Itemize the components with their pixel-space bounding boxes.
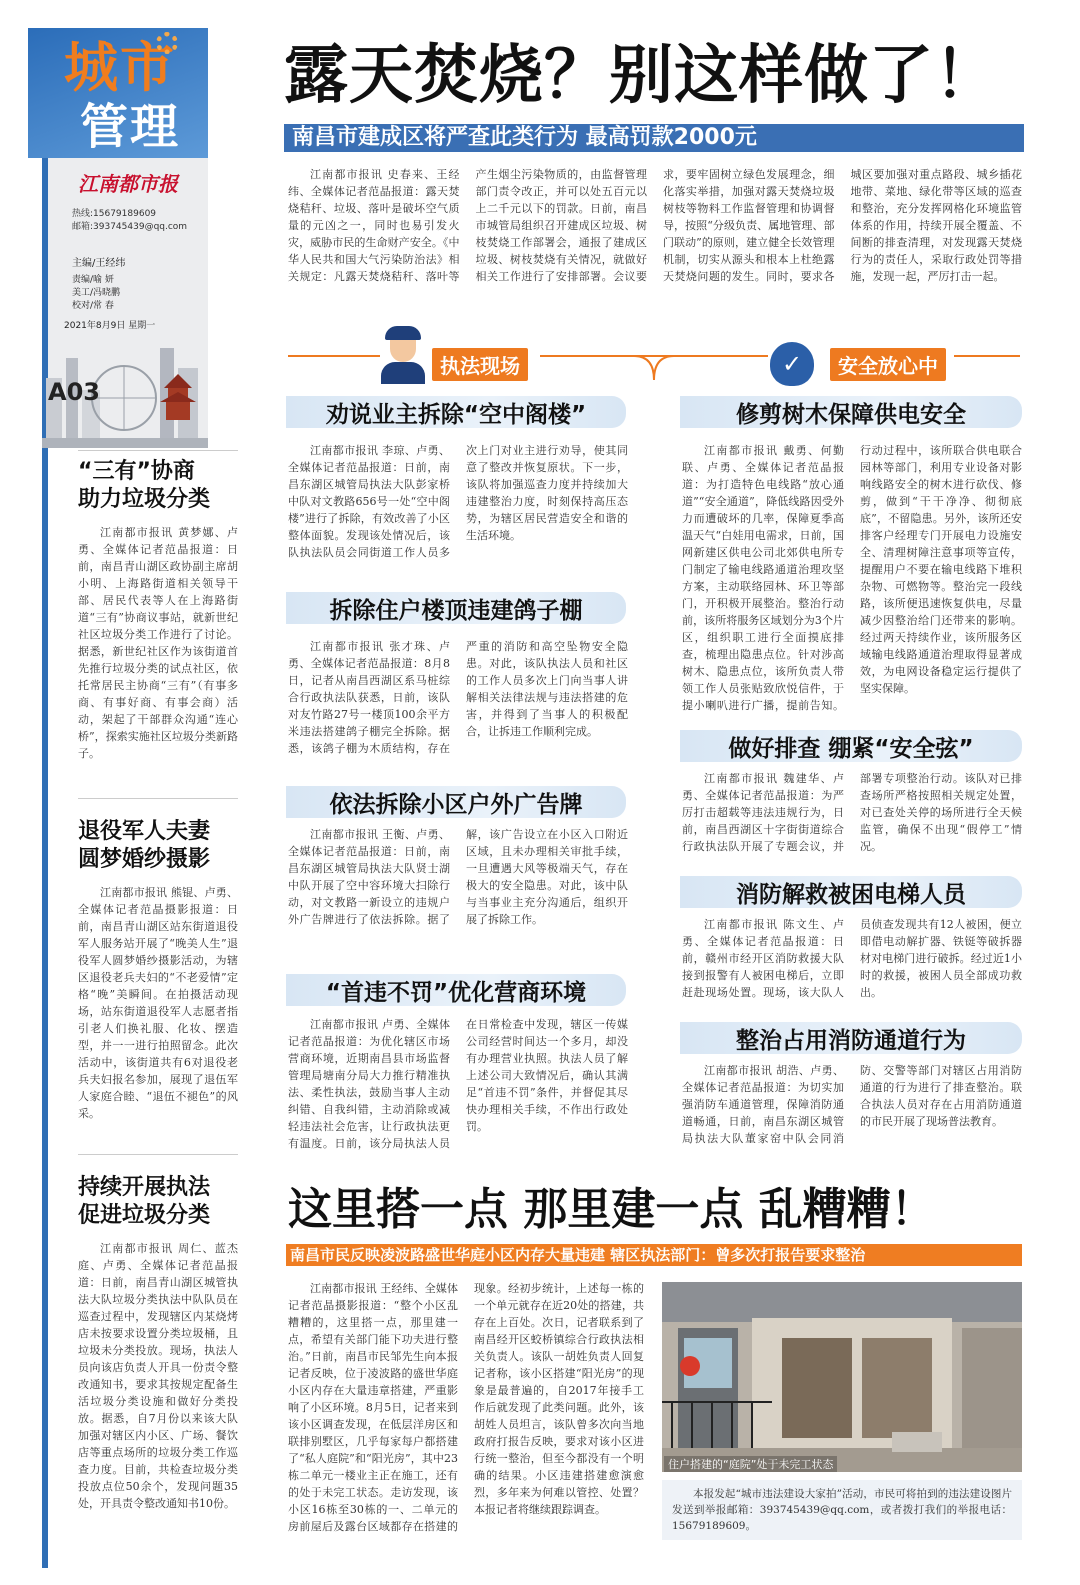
sidebar-3-title-line1: 持续开展执法 [78, 1175, 211, 1200]
sidebar-rule-2 [78, 798, 238, 799]
bottom-subhead: 南昌市民反映凌波路盛世华庭小区内存大量违建 辖区执法部门：曾多次打报告要求整治 [286, 1244, 1022, 1266]
issue-date: 2021年8月9日 星期一 [64, 321, 156, 331]
bottom-headline: 这里搭一点 那里建一点 乱糟糟！ [288, 1184, 935, 1235]
left-article-1-body [288, 442, 628, 580]
left-article-1-title: 劝说业主拆除“空中阁楼” [286, 396, 626, 428]
sidebar-2-text: 江南都市报讯 熊锟、卢勇、全媒体记者范晶摄影报道：日前，南昌青山湖区站东街道退役军人服务站开展了“晚美人生”退役军人圆梦婚纱摄影活动，为辖区退役老兵夫妇的“不老爱情”定格“晚”美瞬间。在拍摄活动现场，站东街道退役军人志愿者指引老人们换礼服、化妆、摆造型，并一一进行拍照留念。此次活动中，该街道共有6对退役老兵夫妇报名参加，展现了退伍军人家庭合睦、“退伍不褪色”的风采。 [78, 886, 238, 1120]
tag-safety: 安全放心中 [830, 348, 946, 381]
sidebar-3-title [78, 1174, 238, 1230]
sidebar-1-title-line2: 助力垃圾分类 [78, 487, 211, 512]
footer-note [662, 1480, 1022, 1540]
editor-chief: 主编/王经纬 [72, 258, 126, 269]
left-article-2-text: 江南都市报讯 张才珠、卢勇、全媒体记者范晶报道：8月8日，记者从南昌西湖区系马桩综合行政执法队获悉，日前，该队对友竹路27号一楼顶100余平方米违法搭建鸽子棚完全拆除。据悉，该鸽子棚为木质结构，存在严重的消防和高空坠物安全隐患。对此，该队执法人员和社区的工作人员多次上门向当事人讲解相关法律法规与违法搭建的危害，并得到了当事人的积极配合，让拆违工作顺利完成。 [288, 640, 628, 755]
sidebar-3-text: 江南都市报讯 周仁、蓝杰庭、卢勇、全媒体记者范晶报道：日前，南昌青山湖区城管执法大队垃圾分类执法中队队员在巡查过程中，发现辖区内某烧烤店未按要求设置分类垃圾桶，且垃圾未分类投放。现场，执法人员向该店负责人开具一份责令整改通知书，要求其按规定配备生活垃圾分类设施和做好分类投放。据悉，自7月份以来该大队加强对辖区内小区、广场、餐饮店等重点场所的垃圾分类工作巡查力度。目前，共检查垃圾分类投放点位50余个，发现问题35处，开具责令整改通知书10份。 [78, 1242, 238, 1510]
right-article-4-text: 江南都市报讯 胡浩、卢勇、全媒体记者范晶报道：为切实加强消防车通道管理，保障消防通道畅通，日前，南昌东湖区城管局执法大队董家窑中队会同消防、交警等部门对辖区占用消防通道的行为进行了排查整治。联合执法人员对存在占用消防通道的市民开展了现场普法教育。 [682, 1064, 1022, 1145]
sidebar-2-title-line1: 退役军人夫妻 [78, 819, 211, 844]
sidebar [42, 450, 238, 1550]
left-article-3-text: 江南都市报讯 王衡、卢勇、全媒体记者范晶报道：日前，南昌东湖区城管局执法大队贤士湖中队开展了空中容环境大扫除行动，对文教路一新设立的违规户外广告牌进行了依法拆除。据了解，该广告设立在小区入口附近区域，且未办理相关审批手续，一旦遭遇大风等极端天气，存在极大的安全隐患。对此，该中队与当事业主充分沟通后，组织开展了拆除工作。 [288, 828, 628, 926]
sidebar-1-text: 江南都市报讯 黄梦娜、卢勇、全媒体记者范晶报道：日前，南昌青山湖区政协副主席胡小明、上海路街道相关领导干部、居民代表等人在上海路街道“三有”协商议事站，就新世纪社区垃圾分类工作进行了讨论。据悉，新世纪社区作为该街道首先推行垃圾分类的试点社区，依托常居民主协商“三有”（有事多商、有事好商、有事会商）活动，架起了干部群众沟通“连心桥”，探索实施社区垃圾分类新路子。 [78, 526, 238, 760]
bottom-body [288, 1280, 644, 1542]
section-title-line1: 城市 [64, 36, 176, 99]
left-article-1-text: 江南都市报讯 李琼、卢勇、全媒体记者范晶报道：日前，南昌东湖区城管局执法大队彭家桥中队对文教路656号一处“空中阁楼”进行了拆除，有效改善了小区整体面貌。发现该处情况后，该队执法队员会同街道工作人员多次上门对业主进行劝导，使其同意了整改并恢复原状。下一步，该队将加强巡查力度并持续加大违建整治力度，时刻保持高压态势，为辖区居民营造安全和谐的生活环境。 [288, 444, 628, 559]
bottom-body-text: 江南都市报讯 王经纬、全媒体记者范晶摄影报道：“整个小区乱糟糟的，这里搭一点，那里建一点，希望有关部门能下功夫进行整治。”日前，南昌市民邹先生向本报记者反映，位于凌波路的盛世华庭小区内存在大量违章搭建，严重影响了小区环境。8月5日，记者来到该小区调查发现，在低层洋房区和联排别墅区，几乎每家每户都搭建了“私人庭院”和“阳光房”，其中23栋二单元一楼业主正在施工，还有的处于未完工状态。走访发现，该小区16栋至30栋的一、二单元的房前屋后及露台区域都存在搭建的现象。经初步统计，上述每一栋的一个单元就存在近20处的搭建，共存在上百处。次日，记者联系到了南昌经开区蛟桥镇综合行政执法相关负责人。该队一胡姓负责人回复记者称，该小区搭建“阳光房”的现象是最普遍的，自2017年接手工作后就发现了此类问题。此外，该胡姓人员坦言，该队曾多次向当地政府打报告反映，要求对该小区进行统一整治，但至今都没有一个明确的结果。小区违建搭建愈演愈烈，多年来为何难以管控、处置？本报记者将继续跟踪调查。 [288, 1282, 644, 1533]
right-article-1-body [682, 442, 1022, 714]
sidebar-rule-top [78, 450, 238, 451]
sidebar-2-title-line2: 圆梦婚纱摄影 [78, 847, 211, 872]
photo-caption: 住户搭建的“庭院”处于未完工状态 [664, 1456, 837, 1472]
officer-icon [380, 326, 426, 386]
sidebar-2-title [78, 818, 238, 874]
sidebar-3-body [78, 1240, 238, 1540]
lead-headline: 露天焚烧？别这样做了！ [284, 39, 999, 113]
left-article-4-body [288, 1016, 628, 1152]
construction-photo [662, 1282, 1022, 1472]
right-article-2-text: 江南都市报讯 魏建华、卢勇、全媒体记者范晶报道：为严厉打击超载等违法违规行为，日前，南昌西湖区十字街街道综合行政执法队开展了专题会议，并部署专项整治行动。该队对已排查场所严格按照相关规定处置，对已查处关停的场所进行全天候监管，确保不出现“假停工”情况。 [682, 772, 1022, 853]
right-article-1-text: 江南都市报讯 戴勇、何勤联、卢勇、全媒体记者范晶报道：为打造特色电线路“放心通道”“安全通道”，降低线路因受外力而遭破坏的几率，保障夏季高温天气“白娃用电需求，日前，国网新建区供电公司北郊供电所专门制定了输电线路通道治理攻坚方案，主动联络园林、环卫等部门，开积极开展整治。整治行动前，该所将服务区域划分为3个片区，组织职工进行全面摸底排查，梳理出隐患点位。针对涉高树木、隐患点位，该所负责人带领工作人员张贴致欣悦信件，于提小喇叭进行广播，提前告知。行动过程中，该所联合供电联合园林等部门，利用专业设备对影响线路安全的树木进行砍伐、修剪，做到“干干净净、彻彻底底”，不留隐患。另外，该所还安排客户经理专门开展电力设施安全、清理树障注意事项等宣传，提醒用户不要在输电线路下堆积杂物、可燃物等。整治完一段线路，该所便迅速恢复供电，尽量减少因整治给门还带来的影响。经过两天持续作业，该所服务区域输电线路通道治理取得显著成效，为电网设备稳定运行提供了坚实保障。 [682, 444, 1022, 712]
right-article-4-title: 整治占用消防通道行为 [680, 1022, 1022, 1054]
right-article-3-text: 江南都市报讯 陈文生、卢勇、全媒体记者范晶报道：日前，赣州市经开区消防救援大队接到报警有人被困电梯后，立即赶赴现场处置。现场，该大队人员侦查发现共有12人被困，便立即借电动解扩器、铁铤等破拆器材对电梯门进行破拆。经过近1小时的救援，被困人员全部成功救出。 [682, 918, 1022, 999]
shield-icon: ✓ [770, 342, 814, 386]
sidebar-rule-3 [78, 1154, 238, 1155]
right-article-2-title: 做好排查 绷紧“安全弦” [680, 730, 1022, 762]
left-article-4-text: 江南都市报讯 卢勇、全媒体记者范晶报道：为优化辖区市场营商环境，近期南昌县市场监督管理局塘南分局大力推行精准执法、柔性执法，鼓励当事人主动纠错、自我纠错，主动消除或减轻违法社会危害，让行政执法更有温度。日前，该分局执法人员在日常检查中发现，辖区一传媒公司经营时间达一个多月，却没有办理营业执照。执法人员了解上述公司大致情况后，确认其满足“首违不罚”条件，并督促其尽快办理相关手续，不作出行政处罚。 [288, 1018, 628, 1150]
gear-icon [156, 32, 178, 54]
newspaper-logo: 江南都市报 [78, 172, 178, 196]
email: 邮箱:393745439@qq.com [72, 222, 188, 232]
right-article-4-body [682, 1062, 1022, 1152]
right-article-2-body [682, 770, 1022, 856]
section-header [28, 28, 208, 448]
lead-subhead: 南昌市建成区将严查此类行为 最高罚款2000元 [284, 124, 1024, 152]
sidebar-1-title [78, 458, 238, 514]
left-article-2-body [288, 638, 628, 774]
right-article-1-title: 修剪树木保障供电安全 [680, 396, 1022, 428]
right-article-3-body [682, 916, 1022, 1002]
left-article-2-title: 拆除住户楼顶违建鸽子棚 [286, 592, 626, 624]
lead-body-text: 江南都市报讯 史春来、王经纬、全媒体记者范晶报道：露天焚烧秸秆、垃圾、落叶是破坏空气质量的元凶之一，同时也易引发火灾，威胁市民的生命财产安全。《中华人民共和国大气污染防治法》相关规定：凡露天焚烧秸秆、落叶等产生烟尘污染物质的，由监督管理部门责令改正，并可以处五百元以上二千元以下的罚款。日前，南昌市城管局组织召开建成区垃圾、树枝焚烧工作部署会，通报了建成区垃圾、树枝焚烧有关情况，就做好相关工作进行了安排部署。会议要求，要牢固树立绿色发展理念，细化落实举措，加强对露天焚烧垃圾树枝等物料工作监督管理和协调督导，按照“分级负责、属地管理、部门联动”的原则，建立健全长效管理机制，切实从源头和根本上杜绝露天焚烧问题的发生。同时，要求各城区要加强对重点路段、城乡插花地带、菜地、绿化带等区域的巡查和整治，充分发挥网格化环境监管体系的作用，持续开展全覆盖、不间断的排查清理，对发现露天焚烧行为的责任人，采取行政处罚等措施，发现一起，严厉打击一起。 [288, 168, 1022, 283]
sidebar-2-body [78, 884, 238, 1134]
lead-body [288, 166, 1022, 306]
section-title-line2: 管理 [80, 99, 181, 155]
footer-note-text: 本报发起“城市违法建设大家拍”活动，市民可将拍到的违法建设图片发送到举报邮箱：393745439@qq.com，或者拨打我们的举报电话：15679189609。 [672, 1488, 1012, 1532]
left-article-4-title: “首违不罚”优化营商环境 [286, 974, 626, 1006]
tag-enforcement: 执法现场 [432, 348, 528, 381]
proofreader: 校对/常 春 [72, 301, 114, 311]
sidebar-3-title-line2: 促进垃圾分类 [78, 1203, 211, 1228]
left-article-3-body [288, 826, 628, 964]
sidebar-1-title-line1: “三有”协商 [78, 459, 195, 484]
editor: 责编/喻 妍 [72, 275, 114, 285]
hotline: 热线:15679189609 [72, 209, 157, 219]
left-article-3-title: 依法拆除小区户外广告牌 [286, 786, 626, 818]
right-article-3-title: 消防解救被困电梯人员 [680, 876, 1022, 908]
art-editor: 美工/冯晓鹏 [72, 288, 121, 298]
sidebar-1-body [78, 524, 238, 772]
page-number: A03 [48, 378, 100, 406]
